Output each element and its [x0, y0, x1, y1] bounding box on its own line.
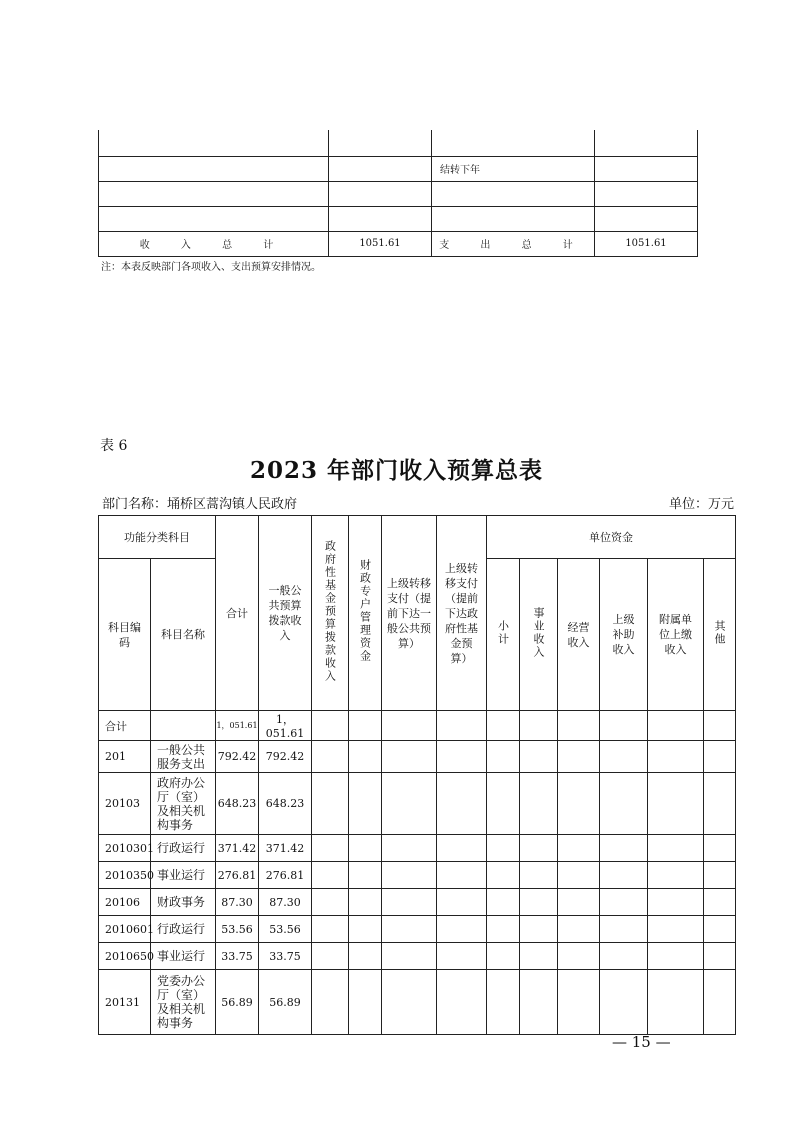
header-other: 其他 [704, 559, 736, 711]
expense-total-label: 支 出 总 计 [432, 231, 595, 256]
header-row [99, 516, 736, 559]
header-func-class: 功能分类科目 [99, 516, 216, 559]
header-gov-fund: 政府性基金预算拨款收入 [312, 516, 349, 711]
income-total-label: 收 入 总 计 [99, 231, 329, 256]
carry-forward-label: 结转下年 [432, 156, 595, 181]
header-fiscal-special: 财政专户管理资金 [349, 516, 382, 711]
table-number: 表 6 [100, 438, 128, 454]
header-general-budget: 一般公共预算拨款收入 [259, 516, 312, 711]
header-affiliated-income: 附属单位上缴收入 [648, 559, 704, 711]
header-operating-income: 经营收入 [558, 559, 600, 711]
table-row: 20103 政府办公厅（室）及相关机构事务 648.23 648.23 [99, 773, 736, 835]
table-row: 20131 党委办公厅（室）及相关机构事务 56.89 56.89 [99, 970, 736, 1035]
header-upper-transfer-fund: 上级转移支付（提前下达政府性基金预算） [437, 516, 487, 711]
header-subtotal: 小计 [487, 559, 520, 711]
department-name: 部门名称：埇桥区蒿沟镇人民政府 [102, 497, 298, 512]
table-row [99, 130, 698, 156]
header-business-income: 事业收入 [520, 559, 558, 711]
header-code: 科目编码 [99, 559, 151, 711]
table-row [99, 231, 698, 256]
header-upper-subsidy: 上级补助收入 [600, 559, 648, 711]
table-note: 注：本表反映部门各项收入、支出预算安排情况。 [101, 262, 321, 273]
page-title: 2023 年部门收入预算总表 [249, 457, 544, 484]
summary-table [98, 130, 698, 257]
table-row: 2010350 事业运行 276.81 276.81 [99, 862, 736, 889]
unit-label: 单位：万元 [669, 497, 735, 512]
expense-total-value: 1051.61 [595, 231, 698, 256]
table-row: 2010601 行政运行 53.56 53.56 [99, 916, 736, 943]
table-row: 20106 财政事务 87.30 87.30 [99, 889, 736, 916]
income-total-value: 1051.61 [329, 231, 432, 256]
header-total: 合计 [216, 516, 259, 711]
table-row: 2010301 行政运行 371.42 371.42 [99, 835, 736, 862]
header-unit-funds: 单位资金 [487, 516, 736, 559]
table-row: 2010650 事业运行 33.75 33.75 [99, 943, 736, 970]
header-upper-transfer: 上级转移支付（提前下达一般公共预算） [382, 516, 437, 711]
table-row: 201 一般公共服务支出 792.42 792.42 [99, 741, 736, 773]
table-row [99, 156, 698, 181]
page-number: — 15 — [612, 1033, 671, 1051]
table-row [99, 181, 698, 206]
table-row: 合计 1，051.61 1，051.61 [99, 711, 736, 741]
income-budget-table [98, 515, 736, 1035]
header-name: 科目名称 [151, 559, 216, 711]
table-row [99, 206, 698, 231]
